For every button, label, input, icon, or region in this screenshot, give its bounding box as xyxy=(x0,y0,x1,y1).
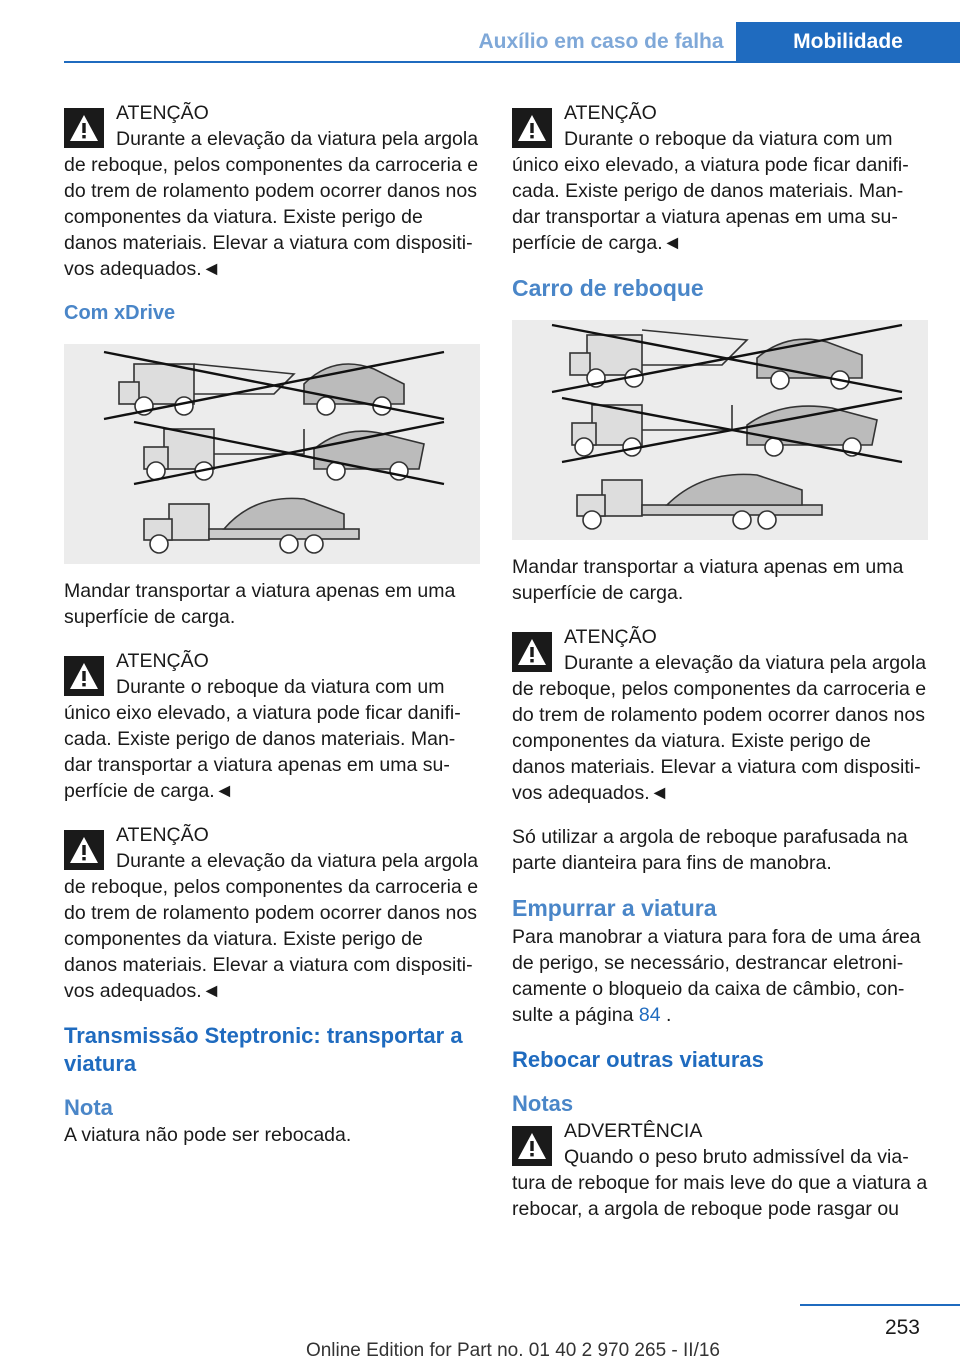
warning-block xyxy=(64,100,480,282)
heading-notas: Notas xyxy=(512,1091,574,1116)
tow-truck-diagram xyxy=(64,344,480,564)
edition-note: Online Edition for Part no. 01 40 2 970 265 - II/16 xyxy=(305,1340,720,1361)
warning-block xyxy=(64,648,480,804)
tow-truck-diagram xyxy=(512,320,928,540)
warning-triangle-icon xyxy=(64,108,104,148)
heading-empurrar: Empurrar a viatura xyxy=(512,895,717,921)
warning-text: Durante o reboque da viatura com um único eixo elevado, a viatura pode ficar danifi-cada. Existe perigo de danos materiais. Man-dar transportar a viatura apenas em uma su-perfície de carga.◄ xyxy=(512,128,909,254)
page-footer xyxy=(0,1300,960,1362)
heading-rebocar: Rebocar outras viaturas xyxy=(512,1047,764,1072)
page-header xyxy=(0,0,960,64)
warning-triangle-icon xyxy=(512,1126,552,1166)
empurrar-text: Para manobrar a viatura para fora de uma área de perigo, se necessário, destrancar eletroni-camente o bloqueio da caixa de câmbio, con-sulte a página xyxy=(512,926,921,1026)
warning-title: ATENÇÃO xyxy=(116,102,209,124)
paragraph-argola: Só utilizar a argola de reboque parafusada na parte dianteira para fins de manobra. xyxy=(512,826,908,874)
warning-triangle-icon xyxy=(512,108,552,148)
warning-text: Durante a elevação da viatura pela argola de reboque, pelos componentes da carroceria e do trem de rolamento podem ocorrer danos nos componentes da viatura. Existe perigo de danos materiais. Elevar a viatura com dispositi-vos adequados.◄ xyxy=(64,128,479,280)
nota-text: A viatura não pode ser rebocada. xyxy=(64,1124,352,1146)
paragraph-empurrar xyxy=(512,924,928,1028)
heading-nota: Nota xyxy=(64,1095,113,1120)
warning-block xyxy=(512,1118,928,1222)
towing-illustration xyxy=(512,320,928,540)
figure-caption: Mandar transportar a viatura apenas em uma superfície de carga. xyxy=(512,556,904,604)
header-section-title: Auxílio em caso de falha xyxy=(478,30,724,53)
warning-block xyxy=(64,822,480,1004)
page-link[interactable]: 84 xyxy=(638,1004,661,1026)
header-rule xyxy=(64,61,960,63)
warning-block xyxy=(512,624,928,806)
page-number: 253 xyxy=(884,1316,920,1339)
header-chapter-tab[interactable]: Mobilidade xyxy=(736,22,960,62)
heading-xdrive: Com xDrive xyxy=(64,302,176,324)
towing-illustration xyxy=(64,344,480,564)
warning-triangle-icon xyxy=(64,656,104,696)
warning-title: ATENÇÃO xyxy=(116,824,209,846)
warning-block xyxy=(512,100,928,256)
left-column xyxy=(64,100,480,1166)
warning-text: Quando o peso bruto admissível da via-tura de reboque for mais leve do que a viatura a rebocar, a argola de reboque pode rasgar ou xyxy=(512,1146,928,1220)
warning-triangle-icon xyxy=(512,632,552,672)
figure-caption: Mandar transportar a viatura apenas em uma superfície de carga. xyxy=(64,580,456,628)
warning-title: ATENÇÃO xyxy=(564,626,657,648)
warning-text: Durante o reboque da viatura com um único eixo elevado, a viatura pode ficar danifi-cada. Existe perigo de danos materiais. Man-dar transportar a viatura apenas em uma su-perfície de carga.◄ xyxy=(64,676,461,802)
warning-triangle-icon xyxy=(64,830,104,870)
heading-steptronic: Transmissão Steptronic: transportar a viatura xyxy=(64,1023,463,1076)
footer-rule xyxy=(800,1304,960,1306)
right-column xyxy=(512,100,928,1240)
warning-title: ATENÇÃO xyxy=(564,102,657,124)
empurrar-end: . xyxy=(660,1004,672,1026)
heading-carro-reboque: Carro de reboque xyxy=(512,275,704,301)
warning-title: ATENÇÃO xyxy=(116,650,209,672)
warning-title: ADVERTÊNCIA xyxy=(564,1120,703,1142)
warning-text: Durante a elevação da viatura pela argola de reboque, pelos componentes da carroceria e do trem de rolamento podem ocorrer danos nos componentes da viatura. Existe perigo de danos materiais. Elevar a viatura com dispositi-vos adequados.◄ xyxy=(64,850,479,1002)
warning-text: Durante a elevação da viatura pela argola de reboque, pelos componentes da carroceria e do trem de rolamento podem ocorrer danos nos componentes da viatura. Existe perigo de danos materiais. Elevar a viatura com dispositi-vos adequados.◄ xyxy=(512,652,927,804)
